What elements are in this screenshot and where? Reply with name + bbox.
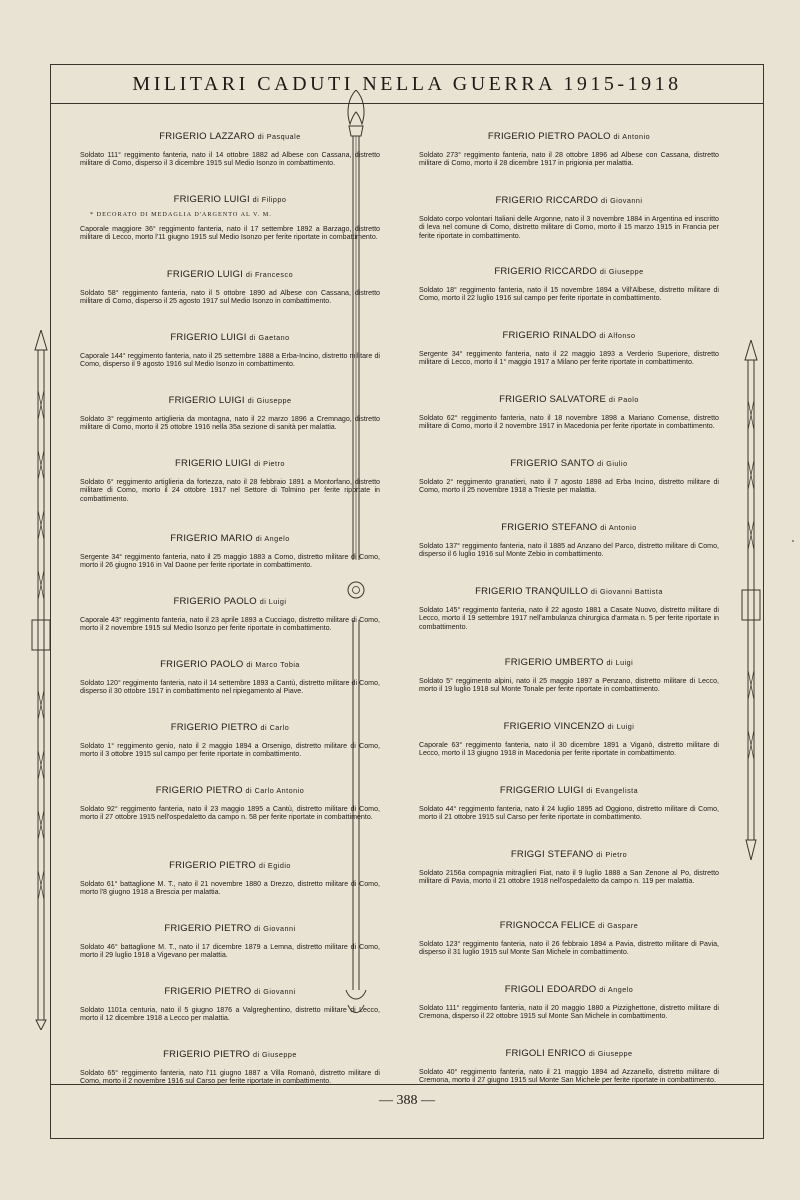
soldier-name: FRIGERIO PIETRO di Giovanni xyxy=(164,923,296,934)
entry xyxy=(80,596,380,659)
service-record: Soldato 273° reggimento fanteria, nato il 28 ottobre 1896 ad Albese con Cassana, distretto militare di Como, morto il 28 dicembre 1917 in prigionia per malattia. xyxy=(419,151,719,168)
entry xyxy=(419,920,719,984)
entry xyxy=(419,330,719,394)
soldier-name: FRIGERIO PIETRO di Giuseppe xyxy=(163,1049,297,1060)
soldier-name: FRIGERIO RICCARDO di Giuseppe xyxy=(494,266,644,277)
page-number: — 388 — xyxy=(379,1093,435,1108)
entry xyxy=(80,1049,380,1124)
service-record: Caporale 63° reggimento fanteria, nato il 30 dicembre 1891 a Viganò, distretto militare di Lecco, morto il 13 giugno 1918 in Macedonia per ferite riportate in combattimento. xyxy=(419,741,719,758)
soldier-name: FRIGERIO PIETRO PAOLO di Antonio xyxy=(487,131,651,142)
service-record: Caporale 43° reggimento fanteria, nato il 23 aprile 1893 a Cucciago, distretto militare di Como, morto il 2 novembre 1915 sul Medio Isonzo per ferite riportate in combattimento. xyxy=(80,616,380,633)
soldier-name: FRIGERIO PAOLO di Marco Tobia xyxy=(160,659,300,670)
soldier-name: FRIGERIO PIETRO di Egidio xyxy=(169,860,291,871)
entry xyxy=(419,984,719,1048)
entry xyxy=(80,923,380,986)
service-record: Caporale 144° reggimento fanteria, nato il 25 settembre 1888 a Erba-Incino, distretto militare di Como, disperso il 9 agosto 1916 sul Medio Isonzo in combattimento. xyxy=(80,352,380,369)
entry xyxy=(80,860,380,923)
page-title: MILITARI CADUTI NELLA GUERRA 1915-1918 xyxy=(51,65,763,104)
soldier-name: FRIGERIO MARIO di Angelo xyxy=(170,533,290,544)
entry xyxy=(80,395,380,458)
entry xyxy=(419,657,719,721)
service-record: Soldato 2156a compagnia mitraglieri Fiat, nato il 9 luglio 1888 a San Zenone al Po, distretto militare di Pavia, morto il 21 ottobre 1918 nell'ospedaletto da campo n. 119 per malattia. xyxy=(419,869,719,886)
service-record: Soldato 92° reggimento fanteria, nato il 23 maggio 1895 a Cantù, distretto militare di Como, morto il 27 ottobre 1915 nell'ospedaletto da campo n. 58 per ferite riportate in combattimento. xyxy=(80,805,380,822)
soldier-name: FRIGGERIO LUIGI di Evangelista xyxy=(499,785,639,796)
service-record: Soldato 18° reggimento fanteria, nato il 15 novembre 1894 a Vill'Albese, distretto militare di Como, morto il 22 luglio 1916 sul campo per ferite riportate in combattimento. xyxy=(419,286,719,303)
entry xyxy=(419,458,719,522)
entry xyxy=(80,458,380,533)
entry xyxy=(419,849,719,920)
service-record: Soldato 3° reggimento artiglieria da montagna, nato il 22 marzo 1896 a Cremnago, distretto militare di Como, morto il 25 ottobre 1916 nella 35a sezione di sanità per malattia. xyxy=(80,415,380,432)
soldier-name: FRIGERIO PIETRO di Giovanni xyxy=(164,986,296,997)
service-record: Soldato 6° reggimento artiglieria da fortezza, nato il 28 febbraio 1891 a Montorfano, distretto militare di Como, morto il 24 ottobre 1917 nel Settore di Tolmino per ferite riportate in combattimento. xyxy=(80,478,380,503)
soldier-name: FRIGERIO RICCARDO di Giovanni xyxy=(495,195,643,206)
soldier-name: FRIGNOCCA FELICE di Gaspare xyxy=(499,920,639,931)
service-record: Soldato 44° reggimento fanteria, nato il 24 luglio 1895 ad Oggiono, distretto militare di Como, morto il 21 ottobre 1915 sul Carso per ferite riportate in combattimento. xyxy=(419,805,719,822)
entry xyxy=(80,986,380,1049)
service-record: Soldato 40° reggimento fanteria, nato il 21 maggio 1894 ad Azzanello, distretto militare di Cremona, morto il 27 giugno 1915 sul Monte San Michele per ferite riportate in combattimento. xyxy=(419,1068,719,1085)
service-record: Soldato 5° reggimento alpini, nato il 25 maggio 1897 a Penzano, distretto militare di Lecco, morto il 19 luglio 1918 sul Monte Tonale per ferite riportate in combattimento. xyxy=(419,677,719,694)
soldier-name: FRIGERIO LUIGI di Gaetano xyxy=(170,332,290,343)
lance-ornament-right xyxy=(740,340,762,860)
entry xyxy=(419,195,719,266)
soldier-name: FRIGOLI ENRICO di Giuseppe xyxy=(505,1048,633,1059)
soldier-name: FRIGERIO LUIGI di Filippo xyxy=(173,194,287,205)
entry xyxy=(419,266,719,330)
entry xyxy=(419,586,719,657)
soldier-name: FRIGERIO SANTO di Giulio xyxy=(510,458,628,469)
entry xyxy=(419,721,719,785)
entry xyxy=(419,785,719,849)
soldier-name: FRIGERIO VINCENZO di Luigi xyxy=(503,721,635,732)
soldier-name: FRIGERIO STEFANO di Antonio xyxy=(501,522,637,533)
torch-ornament xyxy=(344,90,368,1020)
soldier-name: FRIGERIO PIETRO di Carlo xyxy=(170,722,290,733)
lance-ornament-left xyxy=(30,330,52,1030)
soldier-name: FRIGERIO LUIGI di Francesco xyxy=(166,269,294,280)
right-column xyxy=(419,131,719,1112)
left-column xyxy=(80,131,380,1124)
entry xyxy=(80,722,380,785)
service-record: Soldato corpo volontari Italiani delle Argonne, nato il 3 novembre 1884 in Argentina ed inscritto di leva nel comune di Como, distretto militare di Como, morto il 15 marzo 1915 in Francia per ferite riportate in combattimento. xyxy=(419,215,719,240)
service-record: Soldato 62° reggimento fanteria, nato il 18 novembre 1898 a Mariano Comense, distretto militare di Como, morto il 2 novembre 1917 in Macedonia per ferite riportate in combattimento. xyxy=(419,414,719,431)
page-frame xyxy=(50,64,764,1139)
service-record: Soldato 1° reggimento genio, nato il 2 maggio 1894 a Orsenigo, distretto militare di Como, morto il 3 ottobre 1915 sul campo per ferite riportate in combattimento. xyxy=(80,742,380,759)
entry xyxy=(80,131,380,194)
service-record: Caporale maggiore 36° reggimento fanteria, nato il 17 settembre 1892 a Barzago, distretto militare di Lecco, morto l'11 giugno 1915 sul Medio Isonzo per ferite riportate in combattimento. xyxy=(80,225,380,242)
entry xyxy=(80,533,380,596)
service-record: Sergente 34° reggimento fanteria, nato il 25 maggio 1883 a Como, distretto militare di Como, morto il 26 giugno 1916 in Val Daone per ferite riportate in combattimento. xyxy=(80,553,380,570)
soldier-name: FRIGERIO LAZZARO di Pasquale xyxy=(159,131,301,142)
soldier-name: FRIGERIO PIETRO di Carlo Antonio xyxy=(155,785,305,796)
entry xyxy=(80,269,380,332)
service-record: Soldato 1101a centuria, nato il 5 giugno 1876 a Valgreghentino, distretto militare di Lecco, morto il 12 dicembre 1918 a Lecco per malattia. xyxy=(80,1006,380,1023)
service-record: Soldato 120° reggimento fanteria, nato il 14 settembre 1893 a Cantù, distretto militare di Como, disperso il 30 ottobre 1917 in combattimento nel ripiegamento al Piave. xyxy=(80,679,380,696)
soldier-name: FRIGOLI EDOARDO di Angelo xyxy=(504,984,634,995)
soldier-name: FRIGGI STEFANO di Pietro xyxy=(510,849,628,860)
soldier-name: FRIGERIO SALVATORE di Paolo xyxy=(499,394,639,405)
soldier-name: FRIGERIO LUIGI di Giuseppe xyxy=(168,395,292,406)
service-record: Soldato 111° reggimento fanteria, nato il 14 ottobre 1882 ad Albese con Cassana, distretto militare di Como, disperso il 3 dicembre 1915 sul Medio Isonzo in combattimento. xyxy=(80,151,380,168)
soldier-name: FRIGERIO PAOLO di Luigi xyxy=(173,596,287,607)
service-record: Sergente 34° reggimento fanteria, nato il 22 maggio 1893 a Verderio Superiore, distretto militare di Lecco, morto il 1° maggio 1917 a Milano per ferite riportate in combattimento. xyxy=(419,350,719,367)
entry xyxy=(80,332,380,395)
service-record: Soldato 61° battaglione M. T., nato il 21 novembre 1880 a Drezzo, distretto militare di Como, morto l'8 giugno 1918 a Brescia per malattia. xyxy=(80,880,380,897)
service-record: Soldato 111° reggimento fanteria, nato il 20 maggio 1880 a Pizzighettone, distretto militare di Cremona, disperso il 22 ottobre 1915 sul Monte San Michele in combattimento. xyxy=(419,1004,719,1021)
service-record: Soldato 65° reggimento fanteria, nato l'11 giugno 1887 a Villa Romanò, distretto militare di Como, morto il 2 novembre 1916 sul Carso per ferite riportate in combattimento. xyxy=(80,1069,380,1086)
entry xyxy=(80,659,380,722)
decoration-note: * DECORATO DI MEDAGLIA D'ARGENTO AL V. M. xyxy=(90,211,272,218)
service-record: Soldato 2° reggimento granatieri, nato il 7 agosto 1898 ad Erba Incino, distretto militare di Como, morto il 25 novembre 1918 a Trieste per malattia. xyxy=(419,478,719,495)
soldier-name: FRIGERIO LUIGI di Pietro xyxy=(175,458,285,469)
soldier-name: FRIGERIO RINALDO di Alfonso xyxy=(502,330,636,341)
entry xyxy=(80,194,380,269)
service-record: Soldato 46° battaglione M. T., nato il 17 dicembre 1879 a Lemna, distretto militare di Como, morto il 29 luglio 1918 a Vigevano per malattia. xyxy=(80,943,380,960)
scan-speck xyxy=(792,540,794,542)
service-record: Soldato 145° reggimento fanteria, nato il 22 agosto 1881 a Casate Nuovo, distretto militare di Lecco, morto il 19 settembre 1917 nell'ambulanza chirurgica d'armata n. 5 per ferite riportate in combattimento. xyxy=(419,606,719,631)
soldier-name: FRIGERIO UMBERTO di Luigi xyxy=(504,657,634,668)
entry xyxy=(80,785,380,860)
footer-rule xyxy=(51,1084,763,1085)
entry xyxy=(419,394,719,458)
service-record: Soldato 123° reggimento fanteria, nato il 26 febbraio 1894 a Pavia, distretto militare di Pavia, disperso il 31 luglio 1915 sul Monte San Michele in combattimento. xyxy=(419,940,719,957)
entry xyxy=(419,131,719,195)
service-record: Soldato 58° reggimento fanteria, nato il 5 ottobre 1890 ad Albese con Cassana, distretto militare di Como, disperso il 25 agosto 1917 sul Medio Isonzo in combattimento. xyxy=(80,289,380,306)
service-record: Soldato 137° reggimento fanteria, nato il 1885 ad Anzano del Parco, distretto militare di Como, disperso il 6 luglio 1916 sul Monte Zebio in combattimento. xyxy=(419,542,719,559)
entry xyxy=(419,522,719,586)
soldier-name: FRIGERIO TRANQUILLO di Giovanni Battista xyxy=(475,586,663,597)
